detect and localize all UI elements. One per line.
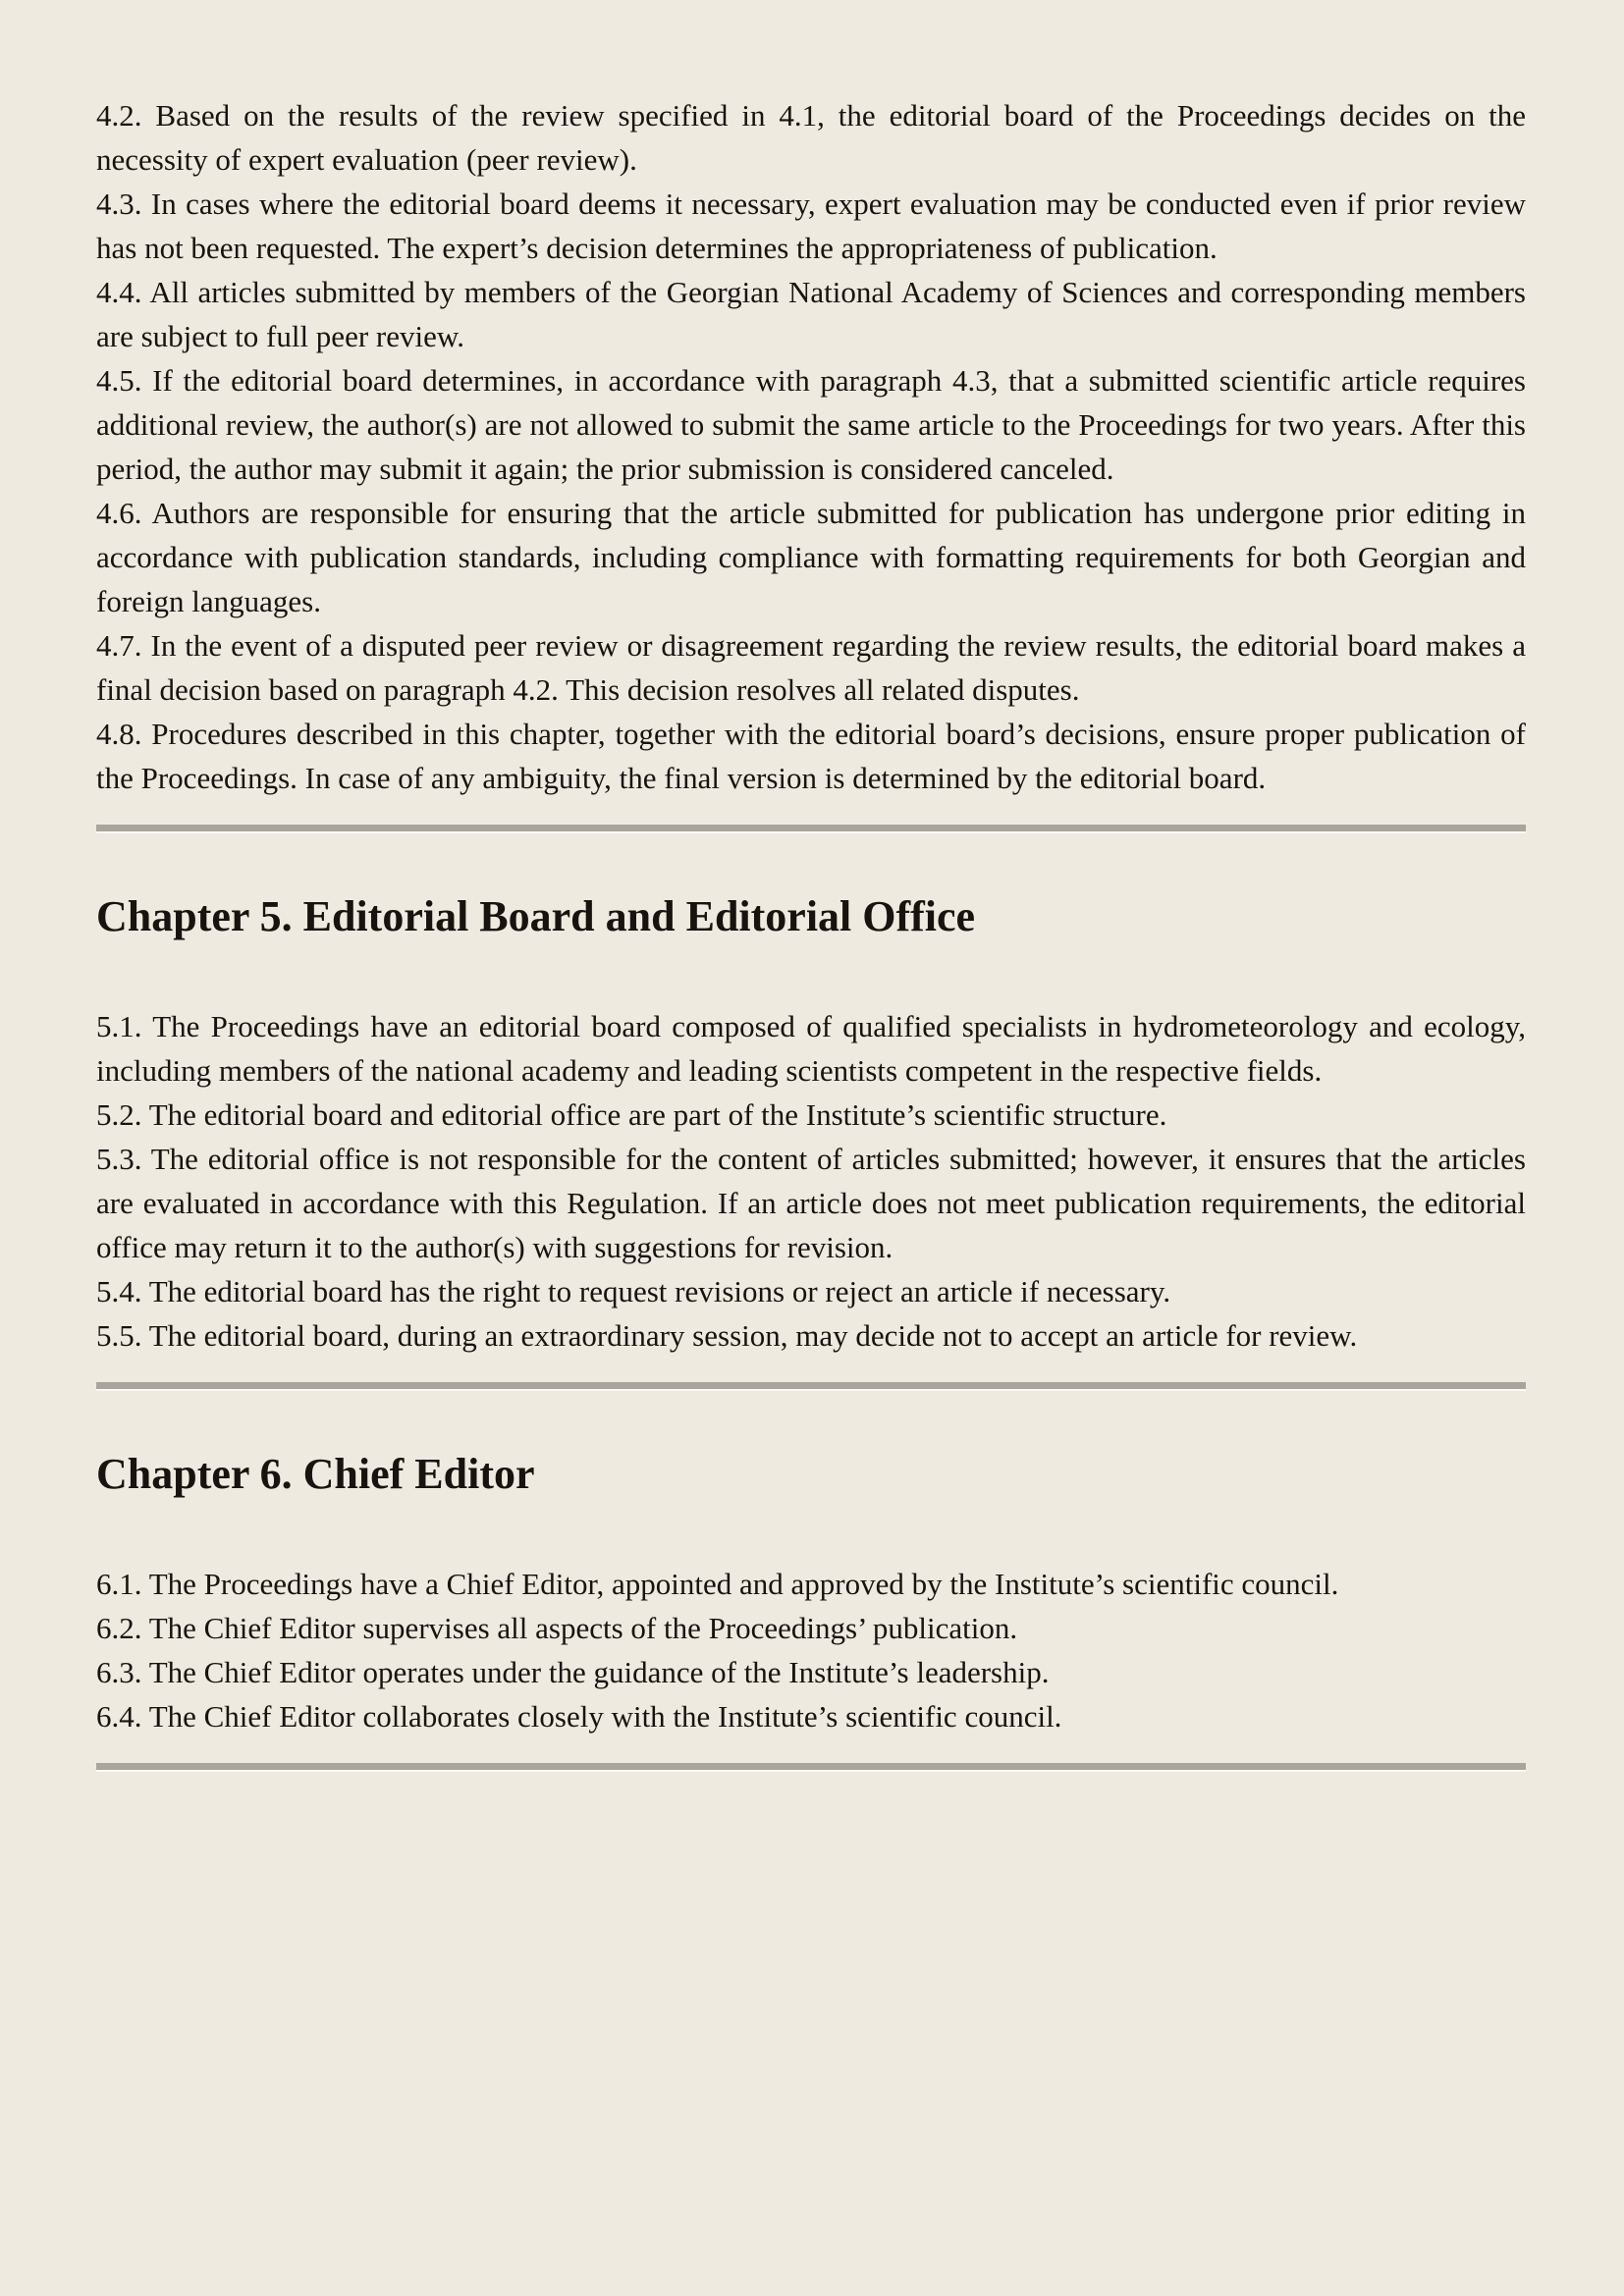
- section-chapter-6: [96, 1446, 1526, 1738]
- paragraph-6-3: 6.3. The Chief Editor operates under the guidance of the Institute’s leadership.: [96, 1655, 1050, 1689]
- chapter-5-heading: Chapter 5. Editorial Board and Editorial Office: [96, 892, 976, 940]
- paragraph-6-2: 6.2. The Chief Editor supervises all aspects of the Proceedings’ publication.: [96, 1611, 1018, 1645]
- section-chapter-4-clauses: [96, 93, 1526, 800]
- paragraph-5-2: 5.2. The editorial board and editorial office are part of the Institute’s scientific structure.: [96, 1097, 1167, 1132]
- paragraph-4-5: 4.5. If the editorial board determines, in accordance with paragraph 4.3, that a submitted scientific article requires additional review, the author(s) are not allowed to submit the same article to the Proceedings for two years. After this period, the author may submit it again; the prior submission is considered canceled.: [96, 363, 1526, 486]
- paragraph-4-2: 4.2. Based on the results of the review specified in 4.1, the editorial board of the Proceedings decides on the necessity of expert evaluation (peer review).: [96, 98, 1526, 177]
- paragraph-6-4: 6.4. The Chief Editor collaborates closely with the Institute’s scientific council.: [96, 1699, 1062, 1734]
- paragraph-6-1: 6.1. The Proceedings have a Chief Editor, appointed and approved by the Institute’s scientific council.: [96, 1567, 1339, 1601]
- paragraph-4-4: 4.4. All articles submitted by members of the Georgian National Academy of Sciences and corresponding members are subject to full peer review.: [96, 275, 1526, 353]
- paragraph-4-8: 4.8. Procedures described in this chapter, together with the editorial board’s decisions, ensure proper publication of the Proceedings. In case of any ambiguity, the final version is determined by the editorial board.: [96, 717, 1526, 795]
- paragraph-4-6: 4.6. Authors are responsible for ensuring that the article submitted for publication has undergone prior editing in accordance with publication standards, including compliance with formatting requirements for both Georgian and foreign languages.: [96, 496, 1526, 618]
- section-divider: [96, 825, 1526, 831]
- section-divider: [96, 1382, 1526, 1389]
- paragraph-4-3: 4.3. In cases where the editorial board deems it necessary, expert evaluation may be conducted even if prior review has not been requested. The expert’s decision determines the appropriateness of publication.: [96, 187, 1526, 265]
- paragraph-5-1: 5.1. The Proceedings have an editorial board composed of qualified specialists in hydrometeorology and ecology, including members of the national academy and leading scientists competent in the respective fields.: [96, 1009, 1526, 1088]
- paragraph-5-4: 5.4. The editorial board has the right to request revisions or reject an article if necessary.: [96, 1274, 1171, 1308]
- paragraph-4-7: 4.7. In the event of a disputed peer review or disagreement regarding the review results, the editorial board makes a final decision based on paragraph 4.2. This decision resolves all related disputes.: [96, 628, 1526, 707]
- section-chapter-5: [96, 888, 1526, 1358]
- section-divider: [96, 1763, 1526, 1770]
- chapter-6-heading: Chapter 6. Chief Editor: [96, 1450, 535, 1498]
- paragraph-5-5: 5.5. The editorial board, during an extraordinary session, may decide not to accept an article for review.: [96, 1318, 1358, 1353]
- paragraph-5-3: 5.3. The editorial office is not responsible for the content of articles submitted; however, it ensures that the articles are evaluated in accordance with this Regulation. If an article does not meet publication requirements, the editorial office may return it to the author(s) with suggestions for revision.: [96, 1142, 1526, 1264]
